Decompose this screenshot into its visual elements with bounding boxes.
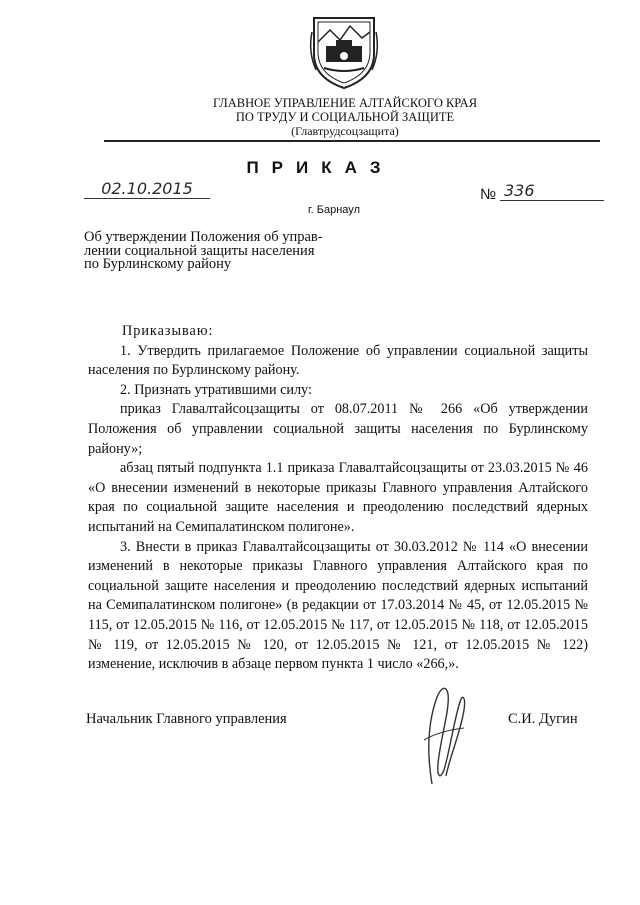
order-paragraph: 2. Признать утратившими силу: bbox=[120, 381, 312, 398]
signatory-name: С.И. Дугин bbox=[508, 711, 578, 727]
order-paragraph: приказ Главалтайсоцзащиты от 08.07.2011 № 266 «Об утверждении Положения об управлении социальной защиты населения по Бурлинскому району»; bbox=[88, 401, 588, 457]
order-paragraph: 3. Внести в приказ Главалтайсоцзащиты от 30.03.2012 № 114 «О внесении изменений в некоторые приказы Главного управления Алтайского края по социальной защите населения и преодолению последствий ядерных испытаний на Семипалатинском полигоне» (в редакции от 17.03.2014 № 45, от 12.05.2015 № 115, от 12.05.2015 № 116, от 12.05.2015 № 117, от 12.05.2015 № 118, от 12.05.2015 № 119, от 12.05.2015 № 120, от 12.05.2015 № 121, от 12.05.2015 № 122) изменение, исключив в абзаце первом пункта 1 число «266,». bbox=[88, 538, 588, 673]
order-body bbox=[88, 322, 588, 675]
subject-line: по Бурлинскому району bbox=[84, 256, 232, 272]
subject-line: лении социальной защиты населения bbox=[84, 242, 315, 259]
document-title: ПРИКАЗ bbox=[246, 158, 394, 177]
order-paragraph: абзац пятый подпункта 1.1 приказа Главалтайсоцзащиты от 23.03.2015 № 46 «О внесении изменений в некоторые приказы Главного управления Алтайского края по социальной защите населения и преодолению последствий ядерных испытаний на Семипалатинском полигоне». bbox=[88, 460, 588, 535]
order-number: 336 bbox=[500, 182, 604, 201]
coat-of-arms-emblem bbox=[306, 12, 382, 90]
signatory-position: Начальник Главного управления bbox=[86, 711, 287, 727]
order-date: 02.10.2015 bbox=[84, 180, 210, 199]
order-city: г. Барнаул bbox=[308, 204, 360, 216]
org-name-line1: ГЛАВНОЕ УПРАВЛЕНИЕ АЛТАЙСКОГО КРАЯ bbox=[212, 96, 478, 110]
order-lead: Приказываю: bbox=[122, 323, 214, 339]
org-name-line2: ПО ТРУДУ И СОЦИАЛЬНОЙ ЗАЩИТЕ bbox=[235, 110, 455, 124]
order-subject bbox=[84, 231, 384, 272]
order-paragraph: 1. Утвердить прилагаемое Положение об управлении социальной защиты населения по Бурлинскому району. bbox=[88, 342, 588, 379]
org-short-name: (Главтрудсоцзащита) bbox=[291, 124, 399, 138]
order-number-label: № bbox=[480, 186, 497, 203]
handwritten-signature bbox=[410, 680, 474, 790]
header-divider bbox=[104, 140, 600, 142]
subject-line: Об утверждении Положения об управ- bbox=[84, 229, 323, 245]
